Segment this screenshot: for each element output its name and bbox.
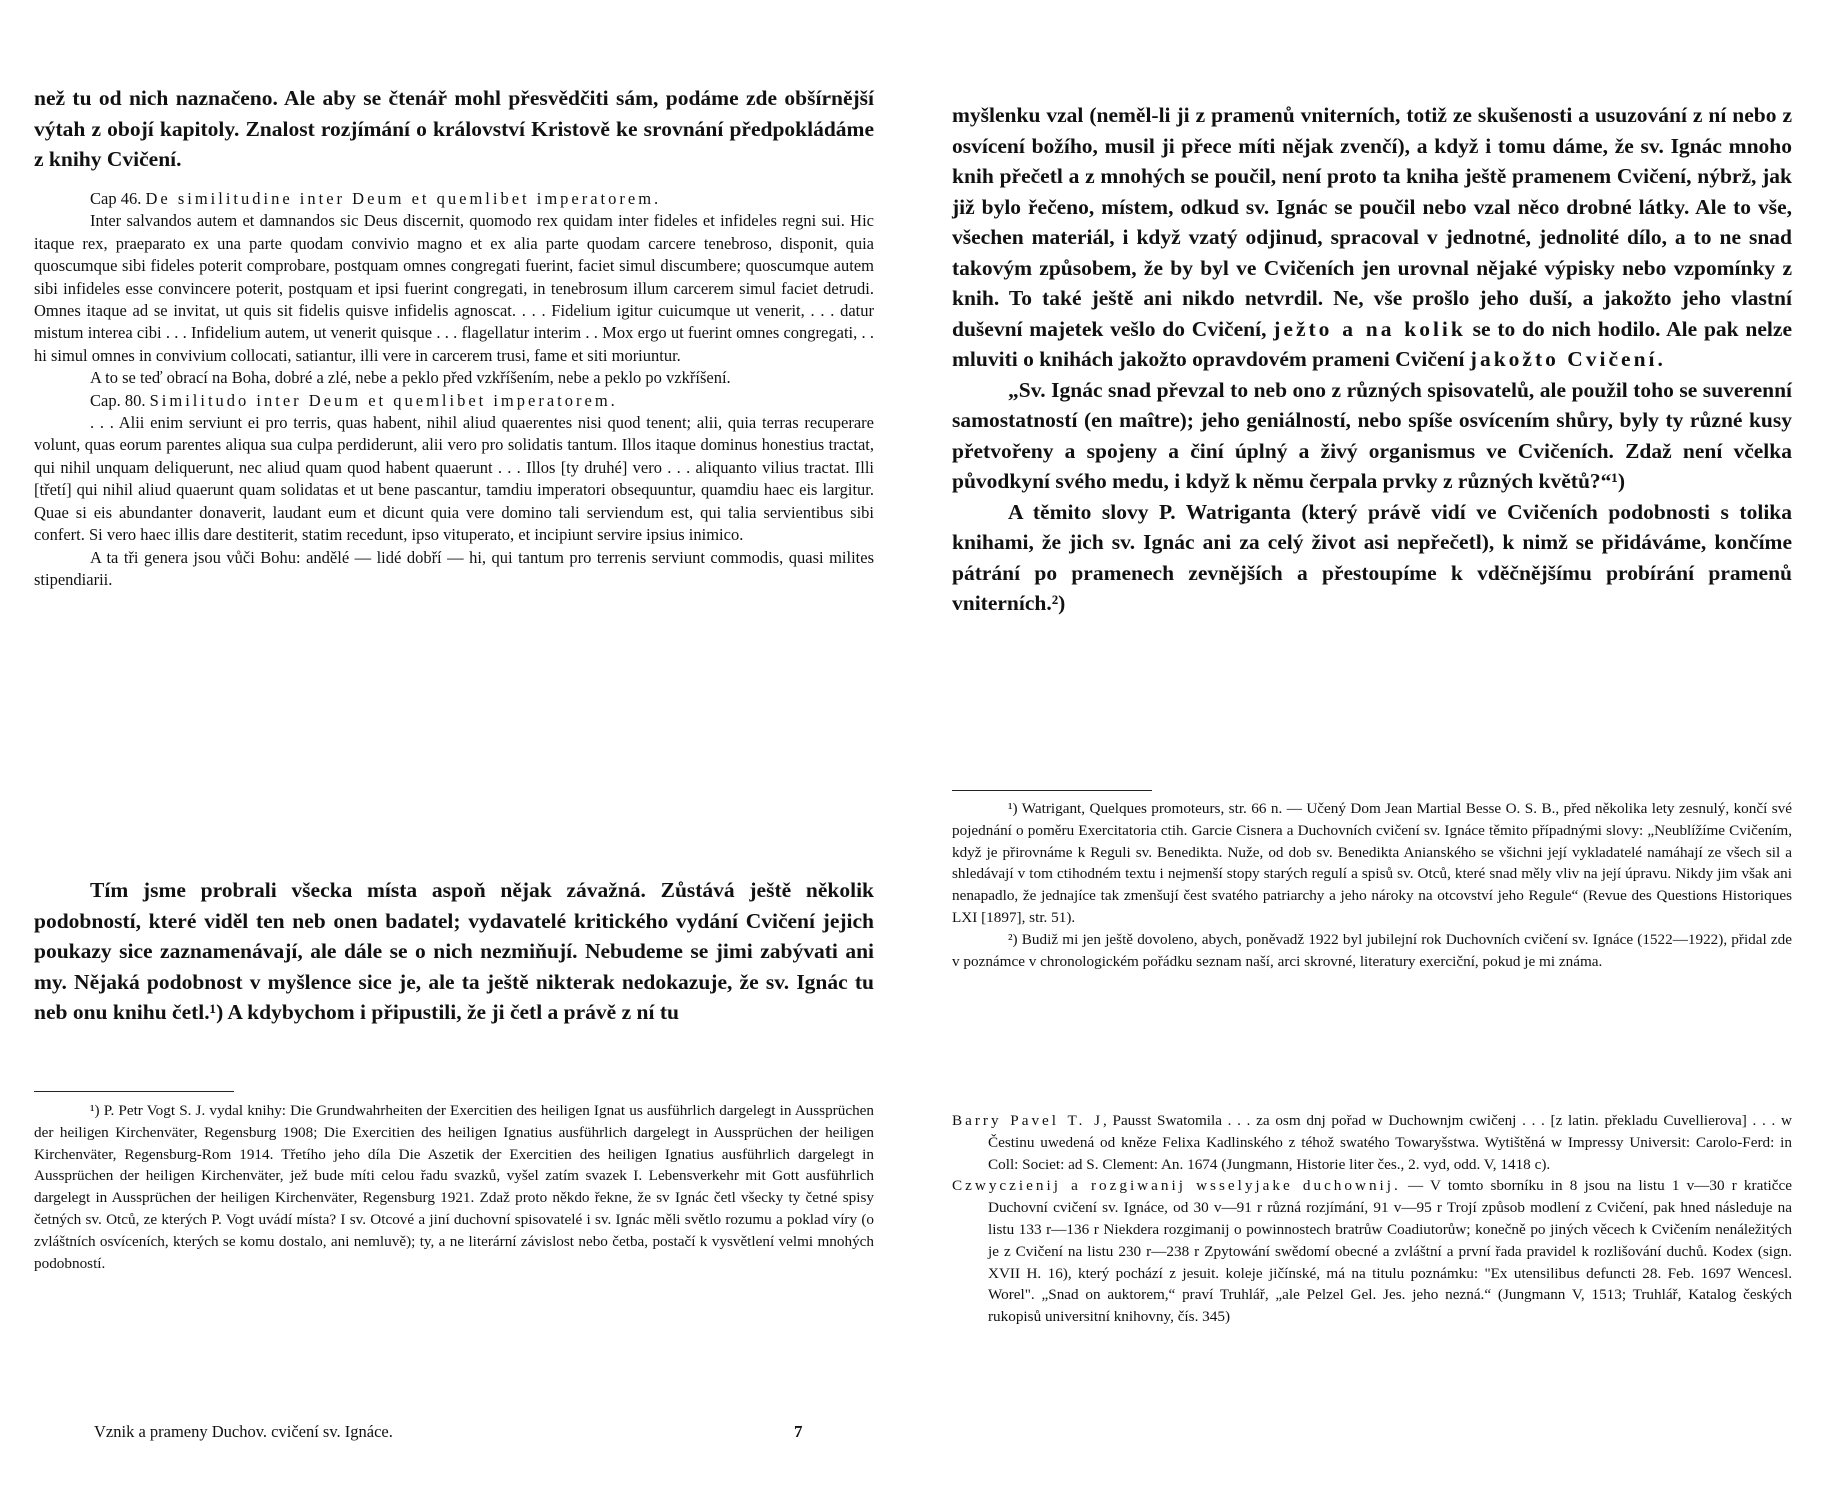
- right-footnotes: [952, 798, 1792, 972]
- right-paragraph-2: „Sv. Ignác snad převzal to neb ono z různých spisovatelů, ale použil toho se suverenní samostatností (en maître); jeho geniálností, nebo spíše osvícením shůry, byly ty různé kusy přetvořeny a spojeny a činí úplný a živý organismus ve Cvičeních. Zdaž není včelka původkyní svého medu, i když k němu čerpala prvky z různých květů?“¹): [952, 377, 1792, 493]
- bib-entry-barry-text: , Pausst Swatomila . . . za osm dnj pořad w Duchownjm cwičenj . . . [z latin. překladu Cuvellierova] . . . w Čestinu uwedená od kněze Felixa Kadlinského z téhož swatého Towaryšstwa. Wytištěná w Impressy Universit: Carolo-Ferd: in Coll: Societ: ad S. Clement: An. 1674 (Jungmann, Historie liter čes., 2. vyd, odd. V, 1418 c).: [988, 1112, 1792, 1173]
- bib-entry-barry-head: Barry Pavel T. J: [952, 1112, 1103, 1129]
- left-footnote-1: ¹) P. Petr Vogt S. J. vydal knihy: Die Grundwahrheiten der Exercitien des heiligen Ignat us ausführlich dargelegt in Aussprüchen der heiligen Kirchenväter, Regensburg 1908; Die Exercitien des heiligen Ignatius ausführlich dargelegt in Aussprüchen der heiligen Kirchenväter, Regensburg-Rom 1914. Třetího jeho díla Die Aszetik der Exercitien des heiligen Ignatius ausführlich dargelegt in Aussprüchen der heiligen Kirchenväter, jež bude míti celou řadu svazků, vyšel zatím svazek I. Lebensverkehr mit Gott ausführlich dargelegt in Aussprüchen der heiligen Kirchenväter, Regensburg 1921. Zdaž proto někdo řekne, že sv Ignác četl všecky ty četné spisy četných sv. Otců, ze kterých P. Vogt uvádí místa? I sv. Otcové a jiní duchovní spisovatelé i sv. Ignác měli světlo rozumu a poklad víry (o zvláštních osvíceních, kterých se komu dostalo, ani nemluvě); ty, a ne literární závislost nebo četba, postačí k vysvětlení velmi mnohých podobností.: [34, 1102, 874, 1272]
- bibliography: [952, 1110, 1792, 1328]
- footnote-divider: [952, 790, 1152, 791]
- latin-46-text: Inter salvandos autem et damnandos sic Deus discernit, quomodo rex quidam inter fideles et infideles regni sui. Hic itaque rex, praeparato ex una parte quodam convivio magno et ex alia parte quodam carcere tenebroso, disponit, quia quoscumque sibi fideles poterit comprobare, postquam omnes congregati fuerint, faciet simul discumbere; quoscumque autem sibi infideles esse convincere poterit, postquam et ipsi fuerint congregati, in tenebrosum illum carcerem simul faciet detrudi. Omnes itaque ad se invitat, ut quis sit fidelis quisve infidelis agnoscat. . . . Fidelium igitur cuicumque ut venerit, . . . datur mistum interea cibi . . . Infidelium autem, ut venerit quisque . . . flagellatur interim . . Mox ergo ut fuerint omnes congregati, . . hi simul omnes in convivium collocati, satiantur, illi vere in carcerem trusi, fame et siti moriuntur.: [34, 211, 874, 365]
- bib-entry-czwyczienij-text: — V tomto sborníku in 8 jsou na listu 1 v—30 r kratičce Duchovní cvičení sv. Ignáce, od 30 v—91 r různá rozjímání, 91 v—95 r Trojí způsob modlení z Cvičení, pak hned následuje na listu 133 r—136 r Niekdera rozgimanij o powinnostech bratrůw Coadiutorůw; konečně po jiných věcech k Cvičením nenáležitých je z Cvičení na listu 230 r—238 r Zpytowání swědomí obecné a zvláštní a první řada pravidel k rozlišování duchů. Kodex (sign. XVII H. 16), který pochází z jesuit. koleje jičínské, má na titulu poznámku: "Ex utensilibus defuncti 28. Feb. 1697 Wencesl. Worel". „Snad on auktorem,“ praví Truhlář, „ale Pelzel Gel. Jes. jeho nezná.“ (Jungmann V, 1513; Truhlář, Katalog českých rukopisů universitní knihovny, čís. 345): [988, 1177, 1792, 1326]
- bib-entry-barry: [952, 1110, 1792, 1175]
- page-footer: [34, 1422, 874, 1448]
- right-paragraph-1: [952, 100, 1792, 375]
- cap46-prefix: Cap 46.: [90, 189, 146, 208]
- bib-entry-czwyczienij-head: Czwyczienij a rozgiwanij wsselyjake duchownij.: [952, 1177, 1401, 1195]
- bib-entry-czwyczienij: [952, 1175, 1792, 1328]
- footnote-divider: [34, 1091, 234, 1092]
- cap46-title: De similitudine inter Deum et quemlibet imperatorem.: [145, 189, 662, 208]
- cap80-heading: [34, 390, 874, 412]
- right-p1-mid: se to do nich hodilo. Ale pak nelze mluviti o knihách jakožto opravdovém prameni Cvičení: [952, 316, 1792, 371]
- latin-quotations: [34, 188, 874, 591]
- cap46-heading: [34, 188, 874, 210]
- right-paragraph-3: A těmito slovy P. Watriganta (který právě vidí ve Cvičeních podobnosti s tolika knihami, že jich sv. Ignác ani za celý život asi nepřečetl), k nimž se přidáváme, končíme pátrání po pramenech zevnějších a přestoupíme k vděčnějšímu probírání pramenů vniterních.²): [952, 499, 1792, 615]
- page-number: 7: [794, 1422, 803, 1441]
- left-intro-paragraph: než tu od nich naznačeno. Ale aby se čtenář mohl přesvědčiti sám, podáme zde obšírnější výtah z obojí kapitoly. Znalost rozjímání o království Kristově ke srovnání předpokládáme z knihy Cvičení.: [34, 86, 874, 171]
- cap80-title: Similitudo inter Deum et quemlibet imperatorem.: [149, 390, 618, 410]
- right-footnote-1: ¹) Watrigant, Quelques promoteurs, str. 66 n. — Učený Dom Jean Martial Besse O. S. B., před několika lety zesnulý, končí své pojednání o poměru Exercitatoria ctih. Garcie Cisnera a Duchovních cvičení sv. Ignáce těmito případnými slovy: „Neublížíme Cvičením, když je přirovnáme k Reguli sv. Benedikta. Nuže, od dob sv. Benedikta Anianského se všichni její vykladatelé namáhají ze všech sil a shledávají v tom ctihodném textu i nejmenší stopy starých regulí a spisů sv. Otců, které snad měly vliv na její úpravu. Nikdy jim však ani nenapadlo, že jednajíce tak zmenšují čest svatého patriarchy a jeho nároky na otcovství jeho Regule“ (Revue des Questions Historiques LXI [1897], str. 51).: [952, 800, 1792, 926]
- footer-signature: Vznik a prameny Duchov. cvičení sv. Ignáce.: [94, 1422, 393, 1441]
- czech-46-note: A to se teď obrací na Boha, dobré a zlé, nebe a peklo před vzkříšením, nebe a peklo po vzkříšení.: [90, 368, 731, 388]
- right-p1-main: myšlenku vzal (neměl-li ji z pramenů vniterních, totiž ze skušenosti a usuzování z ní nebo z osvícení božího, musil ji přece míti nějak zvenčí), a když i tomu dáme, že sv. Ignác mnoho knih přečetl a z mnohých se poučil, není proto ta kniha ještě pramenem Cvičení, nýbrž, jak již bylo řečeno, místem, odkud sv. Ignác se poučil nebo vzal něco drobné látky. Ale to vše, všechen materiál, i když vzatý odjinud, spracoval v jednotné, jednolité dílo, a to ne snad takovým způsobem, že by byl ve Cvičeních jen urovnal nějaké výpisky nebo vzpomínky z knih. To také ještě ani nikdo netvrdil. Ne, vše prošlo jeho duší, a jakožto jeho vlastní duševní majetek vešlo do Cvičení,: [952, 103, 1792, 341]
- latin-80-text: . . . Alii enim serviunt ei pro terris, quas habent, nihil aliud quaerentes nisi quod tenent; alii, quia terras recuperare volunt, quas eorum parentes aliqua sua culpa perdiderunt, alii vero pro solidatis tantum. Illos itaque dominus honestius tractat, qui nihil unquam deliquerunt, nec aliud quam quod habent quaerunt . . . Illos [ty druhé] vero . . . aliquanto vilius tractat. Illi [třetí] qui nihil aliud quaerunt quam solidatas et ut bene pascantur, tamdiu imperatori obsequuntur, quamdiu haec eis largitur. Quae si eis abundanter donaverit, laudant eum et dicunt quia vere domino tali serviendum est, qui talia servientibus sibi confert. Si vero haec illis dare destiterit, statim recedunt, ipso vituperato, et incipiunt servire ipsius inimico.: [34, 413, 874, 545]
- right-footnote-2: ²) Budiž mi jen ještě dovoleno, abych, poněvadž 1922 byl jubilejní rok Duchovních cvičení sv. Ignáce (1522—1922), přidal zde v poznámce v chronologickém pořádku seznam naší, arci skrovné, literatury exerciční, pokud je mi známa.: [952, 930, 1792, 970]
- cap80-prefix: Cap. 80.: [90, 390, 150, 410]
- czech-80-note: A ta tři genera jsou vůči Bohu: andělé — lidé dobří — hi, qui tantum pro terrenis serviunt commodis, quasi milites stipendiarii.: [34, 547, 874, 589]
- right-body: [952, 100, 1792, 619]
- right-p1-spaced-a: ježto a na kolik: [1273, 316, 1466, 341]
- right-p1-spaced-b: jakožto Cvičení.: [1469, 347, 1666, 371]
- left-body-paragraph: Tím jsme probrali všecka místa aspoň nějak závažná. Zůstává ještě několik podobností, které viděl ten neb onen badatel; vydavatelé kritického vydání Cvičení jejich poukazy sice zaznamenávají, ale dále se o nich nezmiňují. Nebudeme se jimi zabývati ani my. Nějaká podobnost v myšlence sice je, ale ta ještě nikterak nedokazuje, že sv. Ignác tu neb onu knihu četl.¹) A kdybychom i připustili, že ji četl a právě z ní tu: [34, 878, 874, 1024]
